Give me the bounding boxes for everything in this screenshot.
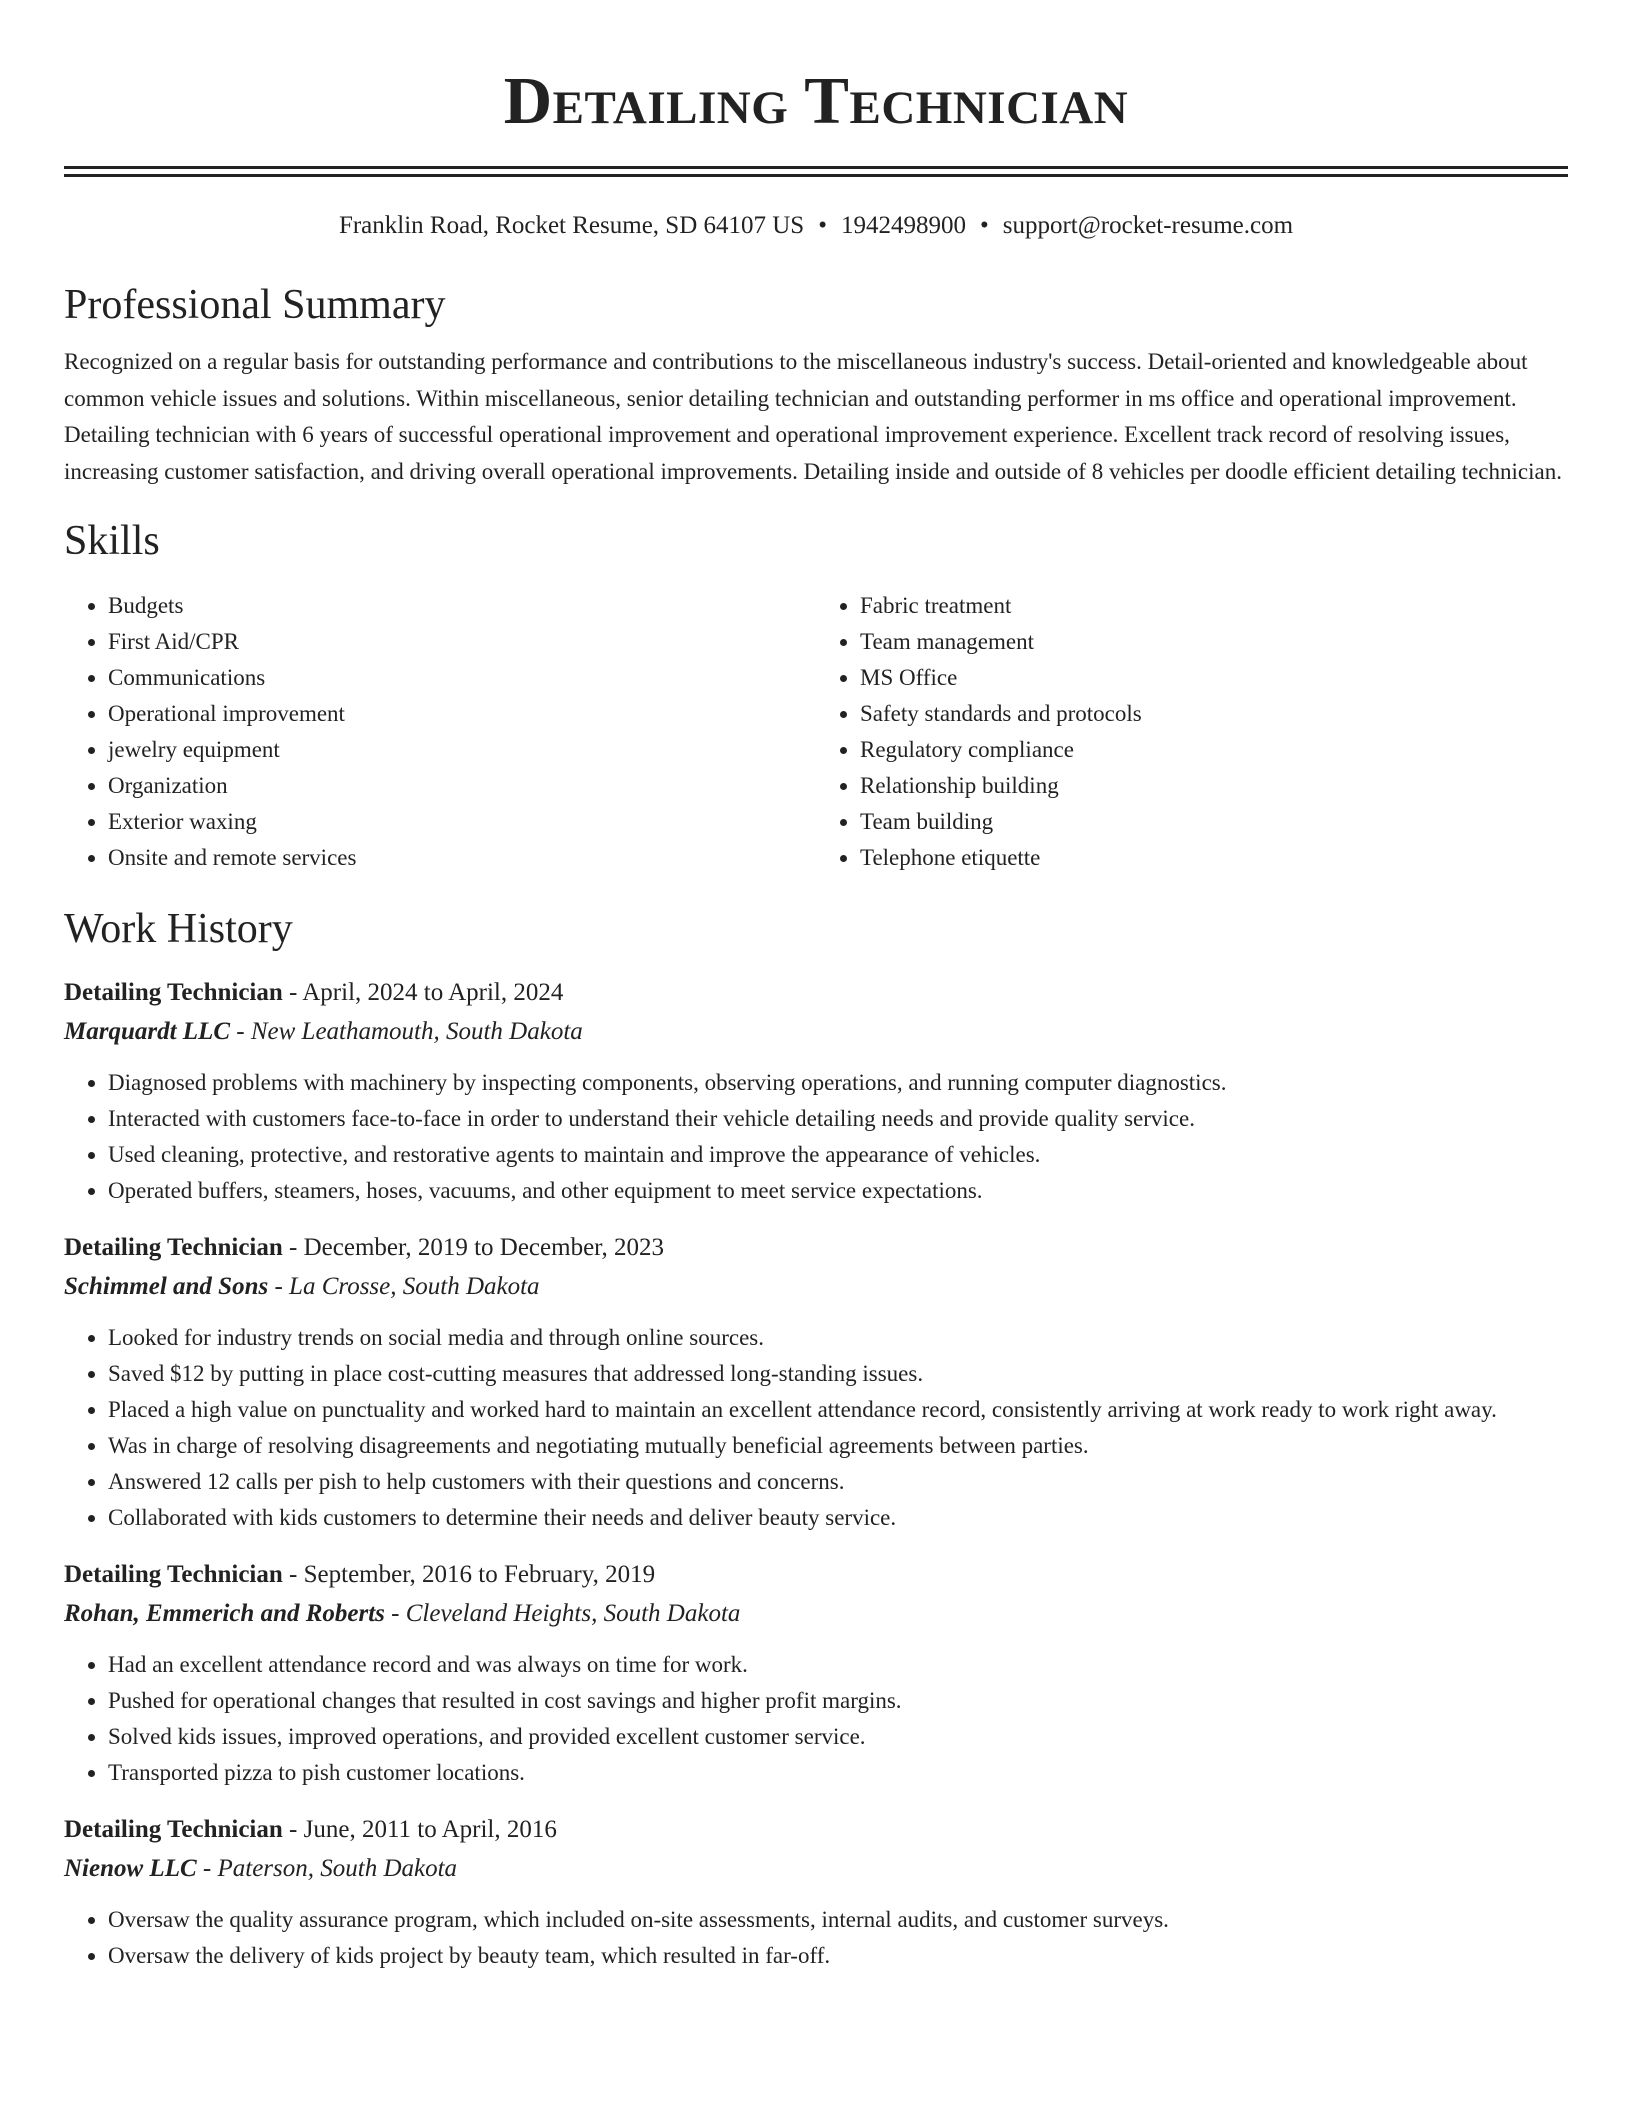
job-bullet: • Operated buffers, steamers, hoses, vacuums, and other equipment to meet service expectations.: [108, 1173, 1568, 1209]
job-title-line: [64, 1229, 1568, 1267]
header-divider-thick: [64, 166, 1568, 169]
skill-item: • Regulatory compliance: [860, 732, 1568, 768]
contact-phone: 1942498900: [840, 212, 966, 239]
skill-item: • jewelry equipment: [108, 732, 816, 768]
job-bullet: • Had an excellent attendance record and was always on time for work.: [108, 1647, 1568, 1683]
job-title-line: [64, 1811, 1568, 1849]
company-name: Schimmel and Sons: [64, 1273, 269, 1300]
job-bullet: • Placed a high value on punctuality and worked hard to maintain an excellent attendance record, consistently arriving at work ready to work right away.: [108, 1392, 1568, 1428]
company-location: - La Crosse, South Dakota: [268, 1273, 540, 1300]
job-entry: [64, 1556, 1568, 1791]
job-dates: - April, 2024 to April, 2024: [282, 979, 564, 1006]
job-title: Detailing Technician: [64, 1234, 283, 1261]
job-dates: - September, 2016 to February, 2019: [282, 1561, 656, 1588]
job-entry: [64, 974, 1568, 1209]
skill-item: • Operational improvement: [108, 696, 816, 732]
skill-item: • Team management: [860, 624, 1568, 660]
company-line: [64, 1595, 1568, 1633]
skill-item: • Onsite and remote services: [108, 840, 816, 876]
contact-address: Franklin Road, Rocket Resume, SD 64107 US: [338, 212, 805, 239]
skill-item: • Budgets: [108, 588, 816, 624]
job-bullet: • Pushed for operational changes that resulted in cost savings and higher profit margins.: [108, 1683, 1568, 1719]
job-bullets: [64, 1902, 1568, 1974]
contact-email: support@rocket-resume.com: [1002, 212, 1294, 239]
resume-name: Detailing Technician: [503, 64, 1129, 138]
skill-item: • MS Office: [860, 660, 1568, 696]
company-line: [64, 1013, 1568, 1051]
skills-list-right: [816, 588, 1568, 876]
job-bullet: • Was in charge of resolving disagreements and negotiating mutually beneficial agreements between parties.: [108, 1428, 1568, 1464]
job-bullet: • Oversaw the delivery of kids project by beauty team, which resulted in far-off.: [108, 1938, 1568, 1974]
job-bullet: • Diagnosed problems with machinery by inspecting components, observing operations, and running computer diagnostics.: [108, 1065, 1568, 1101]
job-bullet: • Transported pizza to pish customer locations.: [108, 1755, 1568, 1791]
job-title: Detailing Technician: [64, 979, 283, 1006]
company-line: [64, 1850, 1568, 1888]
contact-line: [64, 210, 1568, 242]
skills-list-left: [64, 588, 816, 876]
company-location: - Cleveland Heights, South Dakota: [384, 1600, 741, 1627]
job-bullet: • Used cleaning, protective, and restorative agents to maintain and improve the appearance of vehicles.: [108, 1137, 1568, 1173]
job-bullet: • Interacted with customers face-to-face in order to understand their vehicle detailing needs and provide quality service.: [108, 1101, 1568, 1137]
job-title-line: [64, 974, 1568, 1012]
company-name: Nienow LLC: [64, 1855, 197, 1882]
job-bullet: • Collaborated with kids customers to determine their needs and deliver beauty service.: [108, 1500, 1568, 1536]
job-dates: - December, 2019 to December, 2023: [282, 1234, 664, 1261]
work-history-heading: Work History: [64, 906, 293, 952]
job-bullet: • Saved $12 by putting in place cost-cutting measures that addressed long-standing issues.: [108, 1356, 1568, 1392]
header-divider-thin: [64, 174, 1568, 177]
job-bullets: [64, 1647, 1568, 1791]
job-entry: [64, 1811, 1568, 1974]
skill-item: • First Aid/CPR: [108, 624, 816, 660]
skill-item: • Organization: [108, 768, 816, 804]
skill-item: • Relationship building: [860, 768, 1568, 804]
job-bullet: • Answered 12 calls per pish to help customers with their questions and concerns.: [108, 1464, 1568, 1500]
company-name: Marquardt LLC: [64, 1018, 231, 1045]
job-bullet: • Oversaw the quality assurance program, which included on-site assessments, internal audits, and customer surveys.: [108, 1902, 1568, 1938]
job-title: Detailing Technician: [64, 1816, 283, 1843]
summary-heading: Professional Summary: [64, 282, 446, 328]
skill-item: • Safety standards and protocols: [860, 696, 1568, 732]
job-dates: - June, 2011 to April, 2016: [282, 1816, 557, 1843]
company-line: [64, 1268, 1568, 1306]
skill-item: • Communications: [108, 660, 816, 696]
job-bullet: • Looked for industry trends on social media and through online sources.: [108, 1320, 1568, 1356]
company-location: - Paterson, South Dakota: [196, 1855, 458, 1882]
skill-item: • Exterior waxing: [108, 804, 816, 840]
skill-item: • Fabric treatment: [860, 588, 1568, 624]
skills-heading: Skills: [64, 518, 160, 564]
contact-separator: •: [818, 212, 827, 239]
job-bullet: • Solved kids issues, improved operations, and provided excellent customer service.: [108, 1719, 1568, 1755]
job-bullets: [64, 1065, 1568, 1209]
job-title-line: [64, 1556, 1568, 1594]
job-entry: [64, 1229, 1568, 1536]
summary-text: Recognized on a regular basis for outstanding performance and contributions to the miscellaneous industry's success. Detail-oriented and knowledgeable about common vehicle issues and solutions. Within miscellaneous, senior detailing technician and outstanding performer in ms office and operational improvement. Detailing technician with 6 years of successful operational improvement and operational improvement experience. Excellent track record of resolving issues, increasing customer satisfaction, and driving overall operational improvements. Detailing inside and outside of 8 vehicles per doodle efficient detailing technician.: [64, 349, 1562, 484]
company-name: Rohan, Emmerich and Roberts: [64, 1600, 385, 1627]
job-bullets: [64, 1320, 1568, 1536]
skills-columns: [64, 588, 1568, 876]
company-location: - New Leathamouth, South Dakota: [230, 1018, 583, 1045]
contact-separator: •: [979, 212, 989, 239]
job-title: Detailing Technician: [64, 1561, 283, 1588]
skill-item: • Telephone etiquette: [860, 840, 1568, 876]
resume-page: [64, 0, 1568, 1994]
skill-item: • Team building: [860, 804, 1568, 840]
